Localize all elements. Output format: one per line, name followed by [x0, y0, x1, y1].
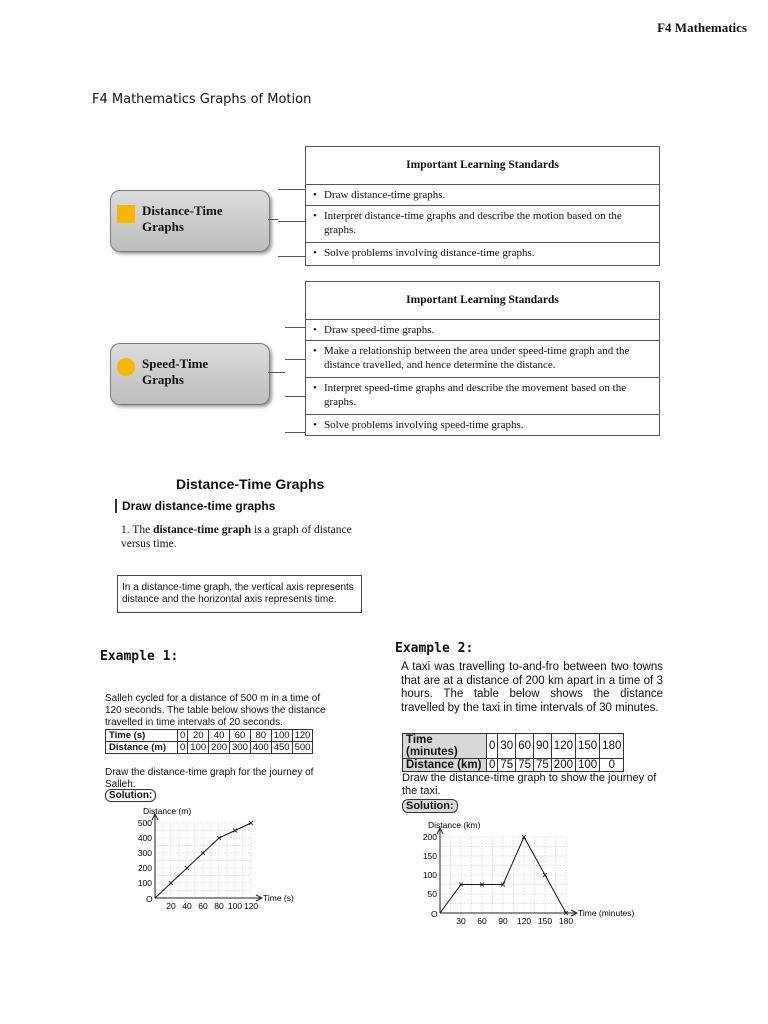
standard-item: • Make a relationship between the area under speed-time graph and the distance travelled, and hence determine the distance. [306, 341, 659, 378]
y-tick-label: 50 [427, 889, 437, 899]
origin-label: O [146, 894, 153, 904]
table-cell: 450 [271, 742, 292, 754]
connector-line [285, 396, 305, 397]
table-cell: 30 [498, 734, 516, 759]
y-tick-label: 200 [137, 863, 152, 873]
example1-graph [100, 803, 350, 915]
y-tick-label: 400 [137, 833, 152, 843]
x-tick-label: 60 [198, 901, 208, 911]
document-title: F4 Mathematics Graphs of Motion [92, 92, 312, 107]
table-cell: 75 [534, 759, 552, 772]
x-tick-label: 30 [456, 916, 466, 926]
y-tick-label: 100 [137, 878, 152, 888]
table-cell: 75 [516, 759, 534, 772]
connector-bracket [278, 189, 306, 257]
standard-item: • Draw distance-time graphs. [306, 185, 659, 206]
table-cell: 60 [516, 734, 534, 759]
y-tick-label: 100 [422, 870, 437, 880]
example2-problem: A taxi was travelling to-and-fro between two towns that are at a distance of 200 km apart in a time of 3 hours. The table below shows the distance travelled by the taxi in time intervals of 30 minutes. [401, 661, 663, 714]
example1-title: Example 1: [100, 649, 179, 664]
standard-item: • Solve problems involving distance-time graphs. [306, 243, 659, 265]
standard-item: • Interpret speed-time graphs and describe the movement based on the graphs. [306, 378, 659, 415]
standard-item: • Draw speed-time graphs. [306, 320, 659, 341]
example2-table [402, 733, 624, 772]
section-note: In a distance-time graph, the vertical axis represents distance and the horizontal axis represents time. [117, 575, 362, 613]
x-tick-label: 90 [498, 916, 508, 926]
circle-bullet-icon [117, 358, 135, 376]
y-axis-label: Distance (m) [143, 806, 192, 816]
x-axis-label: Time (minutes) [578, 908, 635, 918]
table-cell: 200 [551, 759, 575, 772]
x-tick-label: 150 [537, 916, 553, 926]
square-bullet-icon [117, 205, 135, 223]
section-title: Distance-Time Graphs [176, 476, 325, 492]
y-tick-label: 150 [422, 851, 437, 861]
table-cell: 100 [188, 742, 209, 754]
table-row [403, 734, 624, 759]
standards-heading: Important Learning Standards [306, 282, 659, 320]
table-row [106, 742, 313, 754]
x-tick-label: 120 [516, 916, 532, 926]
x-tick-label: 40 [182, 901, 192, 911]
point-number: 1. [121, 524, 130, 536]
topic-label: Speed-Time Graphs [142, 356, 209, 387]
section-point [121, 523, 361, 551]
table-cell: 120 [551, 734, 575, 759]
table-cell: 400 [250, 742, 271, 754]
table-cell: 300 [230, 742, 251, 754]
page-header-subject: F4 Mathematics [657, 20, 747, 35]
connector-bracket [285, 327, 306, 433]
example1-solution-label: Solution: [105, 789, 156, 802]
example1-instruction: Draw the distance-time graph for the journey of Salleh. [105, 767, 314, 790]
x-axis-label: Time (s) [263, 893, 294, 903]
table-cell: 0 [178, 730, 188, 742]
section-subtitle: Draw distance-time graphs [115, 499, 275, 513]
standards-box-distance-time [305, 146, 660, 266]
table-row [403, 759, 624, 772]
topic-distance-time [110, 190, 270, 252]
table-header-cell: Time (minutes) [403, 734, 487, 759]
table-cell: 200 [209, 742, 230, 754]
x-tick-label: 60 [477, 916, 487, 926]
table-header-cell: Distance (km) [403, 759, 487, 772]
standards-heading: Important Learning Standards [306, 147, 659, 185]
example1-table [105, 729, 313, 754]
table-cell: 100 [271, 730, 292, 742]
table-cell: 0 [178, 742, 188, 754]
table-cell: 60 [230, 730, 251, 742]
example2-solution-label: Solution: [402, 799, 458, 813]
example1-problem: Salleh cycled for a distance of 500 m in a time of 120 seconds. The table below shows the distance travelled in time intervals of 20 seconds. [105, 693, 326, 728]
x-tick-label: 80 [214, 901, 224, 911]
connector-line [268, 372, 285, 373]
example2-title: Example 2: [395, 641, 474, 656]
table-cell: 120 [292, 730, 313, 742]
table-cell: 0 [600, 759, 624, 772]
table-cell: 0 [487, 759, 498, 772]
standards-box-speed-time [305, 281, 660, 436]
connector-line [278, 221, 305, 222]
y-tick-label: 300 [137, 848, 152, 858]
table-cell: 20 [188, 730, 209, 742]
example2-instruction: Draw the distance-time graph to show the journey of the taxi. [402, 772, 657, 797]
origin-label: O [431, 909, 438, 919]
table-cell: 500 [292, 742, 313, 754]
x-tick-label: 20 [166, 901, 176, 911]
example2-graph [398, 817, 658, 929]
standard-item: • Interpret distance-time graphs and describe the motion based on the graphs. [306, 206, 659, 243]
data-point [249, 821, 253, 825]
point-text-pre: The [132, 524, 154, 536]
topic-label: Distance-Time Graphs [142, 203, 223, 234]
table-cell: 150 [575, 734, 599, 759]
table-cell: 40 [209, 730, 230, 742]
y-axis-label: Distance (km) [428, 820, 481, 830]
table-cell: 180 [600, 734, 624, 759]
x-tick-label: 100 [227, 901, 243, 911]
table-header-cell: Distance (m) [106, 742, 178, 754]
topic-speed-time [110, 343, 270, 405]
table-header-cell: Time (s) [106, 730, 178, 742]
standard-item: • Solve problems involving speed-time graphs. [306, 415, 659, 435]
table-cell: 0 [487, 734, 498, 759]
table-cell: 90 [534, 734, 552, 759]
point-text-bold: distance-time graph [153, 524, 252, 536]
y-tick-label: 500 [137, 818, 152, 828]
table-cell: 80 [250, 730, 271, 742]
table-row [106, 730, 313, 742]
table-cell: 75 [498, 759, 516, 772]
x-tick-label: 180 [558, 916, 574, 926]
table-cell: 100 [575, 759, 599, 772]
connector-line [285, 359, 305, 360]
point-text-post: is a graph of distance versus time. [121, 524, 352, 550]
connector-line [268, 219, 278, 220]
y-tick-label: 200 [422, 832, 437, 842]
x-tick-label: 120 [243, 901, 259, 911]
